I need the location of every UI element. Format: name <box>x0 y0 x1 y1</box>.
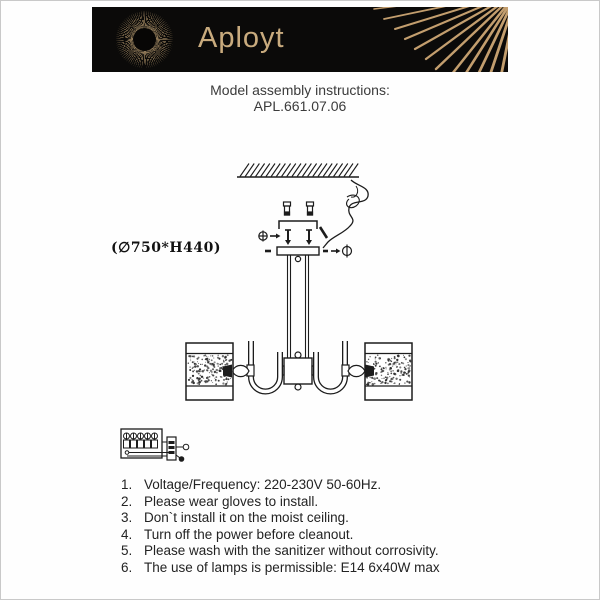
mounting-screws <box>285 230 312 245</box>
list-item <box>121 527 440 544</box>
page-subtitle: Model assembly instructions: <box>210 82 390 98</box>
arm-right <box>316 341 345 392</box>
item-text: Turn off the power before cleanout. <box>144 526 354 542</box>
power-wire <box>320 180 368 248</box>
item-text: Please wash with the sanitizer without corrosivity. <box>144 543 439 559</box>
item-number: 2. <box>121 493 133 509</box>
list-item <box>121 477 440 494</box>
item-number: 3. <box>121 510 133 526</box>
model-code: APL.661.07.06 <box>253 98 347 114</box>
central-body <box>279 352 317 390</box>
item-text: Voltage/Frequency: 220-230V 50-60Hz. <box>144 477 382 492</box>
bulb-tip-right <box>365 365 374 378</box>
item-text: The use of lamps is permissible: E14 6x40W max <box>144 559 440 575</box>
dimension-label: (∅750*H440) <box>111 240 221 256</box>
list-item <box>121 494 440 511</box>
list-item <box>121 510 440 527</box>
list-item <box>121 560 440 577</box>
item-text: Please wear gloves to install. <box>144 493 319 509</box>
instruction-list <box>121 477 440 577</box>
item-number: 1. <box>121 477 133 492</box>
item-number: 6. <box>121 559 133 575</box>
bulb-tip-left <box>223 365 232 378</box>
terminal-block-diagram <box>121 429 189 461</box>
arm-left <box>251 341 280 392</box>
ceiling-hatch <box>237 164 359 178</box>
item-number: 5. <box>121 543 133 559</box>
canopy <box>277 247 319 262</box>
list-item <box>121 543 440 560</box>
screw-direction-right <box>323 245 352 258</box>
down-rod <box>288 255 309 358</box>
item-text: Don`t install it on the moist ceiling. <box>144 510 349 526</box>
mounting-bracket <box>279 221 317 229</box>
item-number: 4. <box>121 526 133 542</box>
brand-wordmark: Aployt <box>198 22 285 54</box>
wall-anchors <box>284 202 314 215</box>
